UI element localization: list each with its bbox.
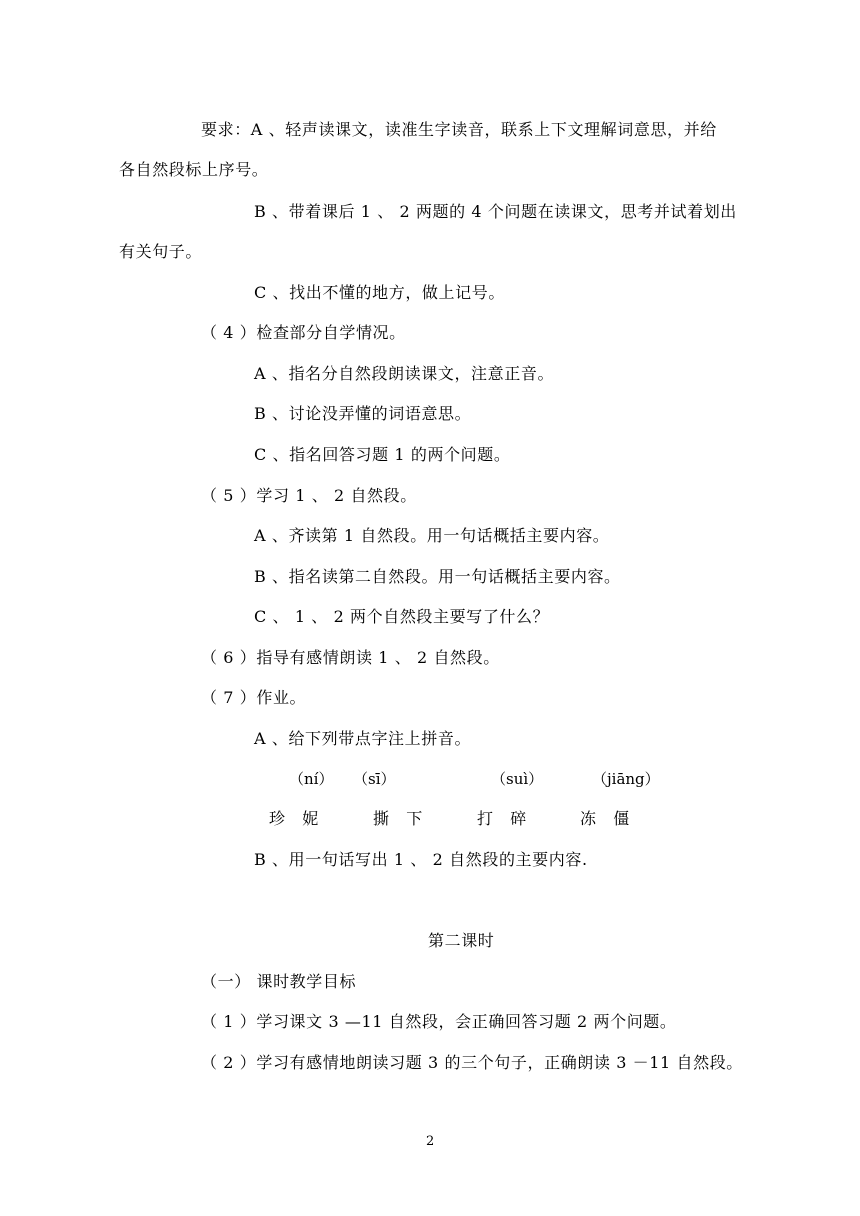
text-line: C 、 1 、 2 两个自然段主要写了什么？ [254,607,550,626]
text-line: B 、讨论没弄懂的词语意思。 [254,404,472,423]
pinyin-label: （suì） [491,770,544,788]
text-line: B 、指名读第二自然段。用一句话概括主要内容。 [254,567,621,586]
text-line: 有关句子。 [119,242,203,261]
page-number: 2 [426,1134,435,1149]
text-line: A 、给下列带点字注上拼音。 [254,729,472,748]
vocab-word: 撕 下 [373,809,423,828]
text-line: B 、带着课后 1 、 2 两题的 4 个问题在读课文，思考并试着划出 [254,202,737,221]
pinyin-label: （jiāng） [592,770,660,788]
text-line: A 、指名分自然段朗读课文，注意正音。 [254,364,555,383]
text-line: （ 2 ）学习有感情地朗读习题 3 的三个句子，正确朗读 3 －11 自然段。 [201,1053,743,1072]
text-line: 要求：A 、轻声读课文，读准生字读音，联系上下文理解词意思，并给 [201,120,717,139]
text-line: A 、齐读第 1 自然段。用一句话概括主要内容。 [254,526,610,545]
text-line: （ 6 ）指导有感情朗读 1 、 2 自然段。 [201,648,500,667]
text-line: B 、用一句话写出 1 、 2 自然段的主要内容. [254,850,588,869]
pinyin-label: （sī） [353,770,396,788]
text-line: （ 7 ）作业。 [201,688,307,707]
section-heading: 第二课时 [428,931,495,950]
text-line: （ 4 ）检查部分自学情况。 [201,323,406,342]
vocab-word: 珍 妮 [269,809,319,828]
pinyin-label: （ní） [289,770,334,788]
vocab-word: 打 碎 [477,809,527,828]
text-line: C 、指名回答习题 1 的两个问题。 [254,445,511,464]
text-line: C 、找出不懂的地方，做上记号。 [254,283,505,302]
text-line: （ 1 ）学习课文 3 —11 自然段，会正确回答习题 2 两个问题。 [201,1012,677,1031]
vocab-word: 冻 僵 [580,809,630,828]
text-line: 各自然段标上序号。 [119,160,269,179]
text-line: （ 5 ）学习 1 、 2 自然段。 [201,486,417,505]
text-line: （一） 课时教学目标 [201,972,357,991]
